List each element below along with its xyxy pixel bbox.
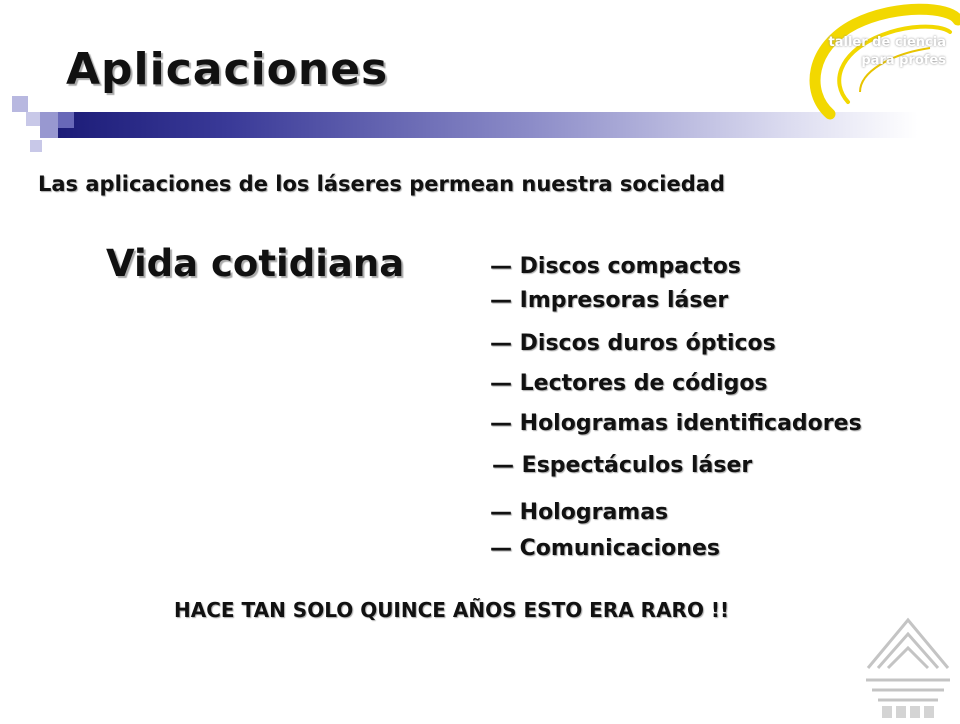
- institution-emblem-icon: [858, 608, 958, 720]
- footer-note: HACE TAN SOLO QUINCE AÑOS ESTO ERA RARO !!: [174, 598, 730, 622]
- taller-de-ciencia-logo: [800, 2, 960, 120]
- section-heading: Vida cotidiana: [106, 242, 405, 285]
- list-item: — Hologramas identificadores: [490, 411, 862, 436]
- decorative-square: [12, 96, 28, 112]
- list-item: — Discos duros ópticos: [490, 331, 776, 356]
- title-bar-decoration: [58, 112, 918, 138]
- decorative-square: [26, 112, 40, 126]
- list-item: — Discos compactos: [490, 254, 741, 279]
- slide-title: Aplicaciones: [66, 44, 389, 95]
- logo-text-line1: taller de ciencia: [828, 35, 946, 50]
- list-item: — Lectores de códigos: [490, 371, 768, 396]
- logo-text-line2: para profes: [861, 53, 946, 68]
- list-item: — Comunicaciones: [490, 536, 720, 561]
- list-item: — Impresoras láser: [490, 288, 729, 313]
- list-item: — Hologramas: [490, 500, 669, 525]
- decorative-square: [30, 140, 42, 152]
- decorative-square: [58, 112, 74, 128]
- decorative-square: [40, 112, 58, 138]
- subtitle: Las aplicaciones de los láseres permean nuestra sociedad: [38, 172, 725, 196]
- list-item: — Espectáculos láser: [492, 453, 753, 478]
